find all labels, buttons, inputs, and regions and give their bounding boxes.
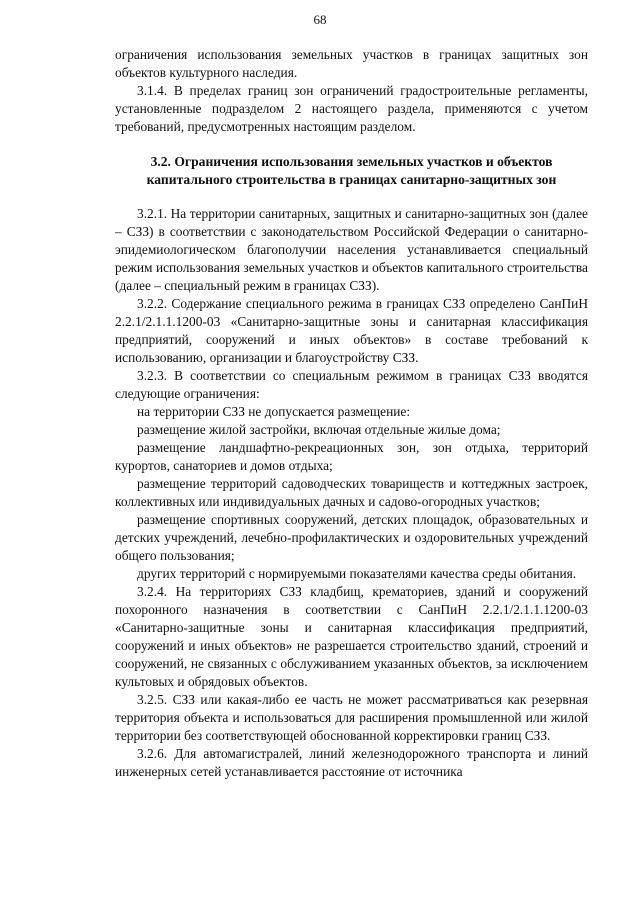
paragraph-3-2-3: 3.2.3. В соответствии со специальным режимом в границах СЗЗ вводятся следующие ограничения: [115, 368, 588, 401]
restriction-item: размещение жилой застройки, включая отдельные жилые дома; [137, 422, 501, 437]
paragraph-3-1-4: 3.1.4. В пределах границ зон ограничений градостроительные регламенты, установленные подразделом 2 настоящего раздела, применяются с учетом требований, предусмотренных настоящим разделом. [115, 83, 588, 134]
paragraph-3-2-6: 3.2.6. Для автомагистралей, линий железнодорожного транспорта и линий инженерных сетей устанавливается расстояние от источника [115, 746, 588, 779]
restriction-item: других территорий с нормируемыми показателями качества среды обитания. [137, 566, 577, 581]
restriction-item: размещение ландшафтно-рекреационных зон, зон отдыха, территорий курортов, санаториев и домов отдыха; [115, 440, 588, 473]
restriction-item: размещение спортивных сооружений, детских площадок, образовательных и детских учреждений, лечебно-профилактических и оздоровительных учреждений общего пользования; [115, 512, 588, 563]
paragraph-3-2-2: 3.2.2. Содержание специального режима в границах СЗЗ определено СанПиН 2.2.1/2.1.1.1200-03 «Санитарно-защитные зоны и санитарная классификация предприятий, сооружений и иных объектов» в составе требований к использованию, организации и благоустройству СЗЗ. [115, 296, 588, 365]
page-content [115, 46, 588, 781]
page-number: 68 [313, 12, 327, 27]
paragraph-3-2-4: 3.2.4. На территориях СЗЗ кладбищ, крематориев, зданий и сооружений похоронного назначения в соответствии с СанПиН 2.2.1/2.1.1.1200-03 «Санитарно-защитные зоны и санитарная классификация предприятий, сооружений и иных объектов» не разрешается строительство зданий, строений и сооружений, не связанных с обслуживанием указанных объектов, за исключением культовых и обрядовых объектов. [115, 584, 588, 689]
paragraph-3-2-1: 3.2.1. На территории санитарных, защитных и санитарно-защитных зон (далее – СЗЗ) в соответствии с законодательством Российской Федерации о санитарно-эпидемиологическом благополучии населения устанавливается специальный режим использования земельных участков и объектов капитального строительства (далее – специальный режим в границах СЗЗ). [115, 206, 588, 293]
paragraph-continuation: ограничения использования земельных участков в границах защитных зон объектов культурного наследия. [115, 47, 588, 80]
section-title: 3.2. Ограничения использования земельных участков и объектов капитального строительства в границах санитарно-защитных зон [146, 154, 557, 187]
restriction-intro: на территории СЗЗ не допускается размещение: [137, 404, 411, 419]
paragraph-3-2-5: 3.2.5. СЗЗ или какая-либо ее часть не может рассматриваться как резервная территория объекта и использоваться для расширения промышленной или жилой территории без соответствующей обоснованной корректировки границ СЗЗ. [115, 692, 588, 743]
restriction-item: размещение территорий садоводческих товариществ и коттеджных застроек, коллективных или индивидуальных дачных и садово-огородных участков; [115, 476, 588, 509]
